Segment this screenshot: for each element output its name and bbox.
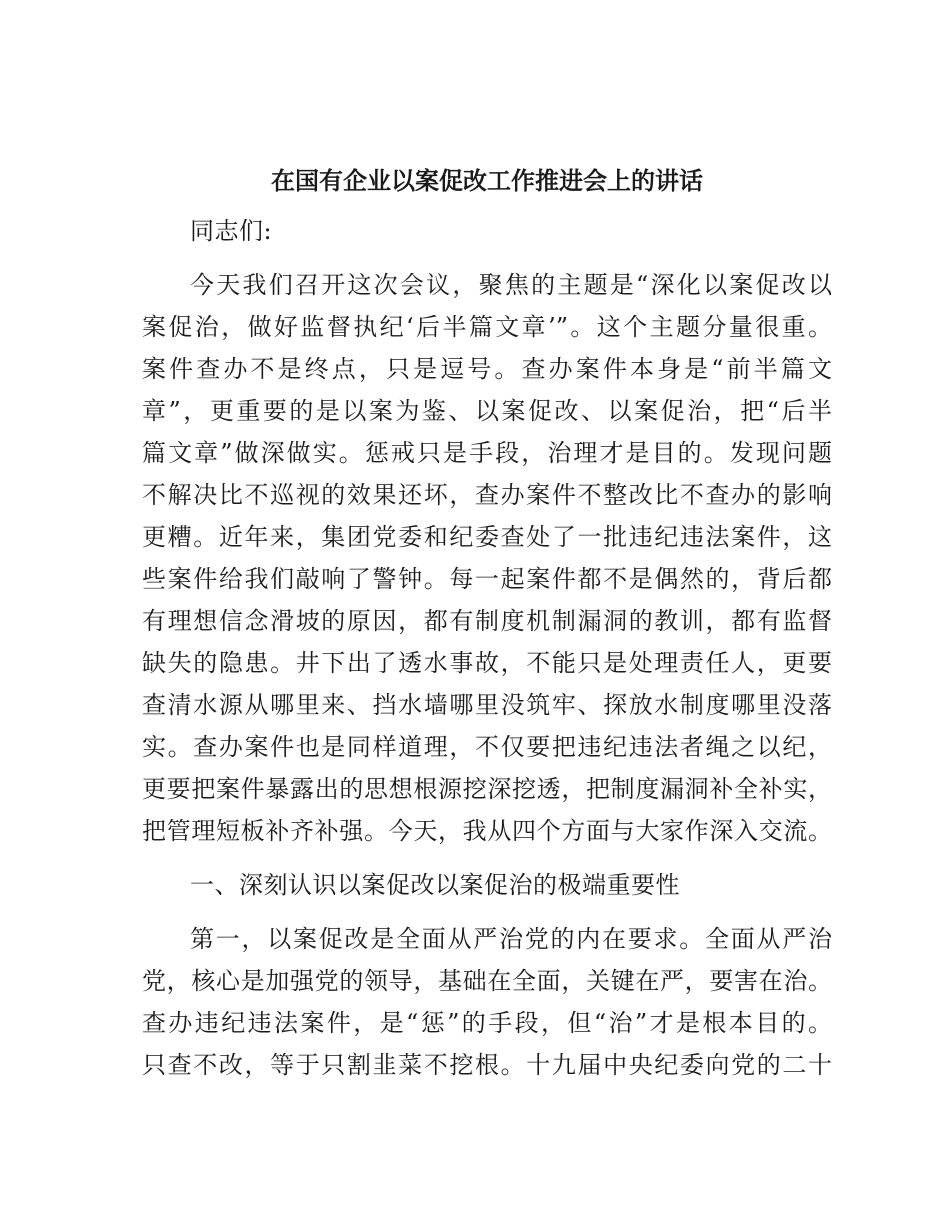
paragraph-line: 今天我们召开这次会议，聚焦的主题是“深化以案促改以 bbox=[190, 271, 832, 299]
paragraph-line: 更糟。近年来，集团党委和纪委查处了一批违纪违法案件，这 bbox=[142, 523, 832, 551]
paragraph-line: 把管理短板补齐补强。今天，我从四个方面与大家作深入交流。 bbox=[142, 817, 832, 845]
paragraph-line: 查办违纪违法案件，是“惩”的手段，但“治”才是根本目的。 bbox=[142, 1009, 832, 1037]
paragraph-line: 些案件给我们敲响了警钟。每一起案件都不是偶然的，背后都 bbox=[142, 565, 832, 593]
paragraph-line: 案促治，做好监督执纪‘后半篇文章’”。这个主题分量很重。 bbox=[142, 313, 832, 341]
paragraph-line: 缺失的隐患。井下出了透水事故，不能只是处理责任人，更要 bbox=[142, 649, 832, 677]
document-title: 在国有企业以案促改工作推进会上的讲话 bbox=[271, 166, 703, 195]
paragraph-line: 党，核心是加强党的领导，基础在全面，关键在严，要害在治。 bbox=[142, 967, 832, 995]
paragraph-line: 第一，以案促改是全面从严治党的内在要求。全面从严治 bbox=[190, 925, 832, 953]
paragraph-line: 有理想信念滑坡的原因，都有制度机制漏洞的教训，都有监督 bbox=[142, 607, 832, 635]
section-heading: 一、深刻认识以案促改以案促治的极端重要性 bbox=[190, 871, 680, 899]
paragraph-line: 篇文章”做深做实。惩戒只是手段，治理才是目的。发现问题 bbox=[142, 439, 832, 467]
paragraph-line: 不解决比不巡视的效果还坏，查办案件不整改比不查办的影响 bbox=[142, 481, 832, 509]
paragraph-line: 章”，更重要的是以案为鉴、以案促改、以案促治，把“后半 bbox=[142, 397, 832, 425]
paragraph-line: 更要把案件暴露出的思想根源挖深挖透，把制度漏洞补全补实， bbox=[142, 775, 832, 803]
paragraph-line: 查清水源从哪里来、挡水墙哪里没筑牢、探放水制度哪里没落 bbox=[142, 691, 832, 719]
salutation: 同志们: bbox=[190, 217, 273, 245]
paragraph-line: 只查不改，等于只割韭菜不挖根。十九届中央纪委向党的二十 bbox=[142, 1051, 832, 1079]
paragraph-line: 案件查办不是终点，只是逗号。查办案件本身是“前半篇文 bbox=[142, 355, 832, 383]
paragraph-line: 实。查办案件也是同样道理，不仅要把违纪违法者绳之以纪， bbox=[142, 733, 832, 761]
